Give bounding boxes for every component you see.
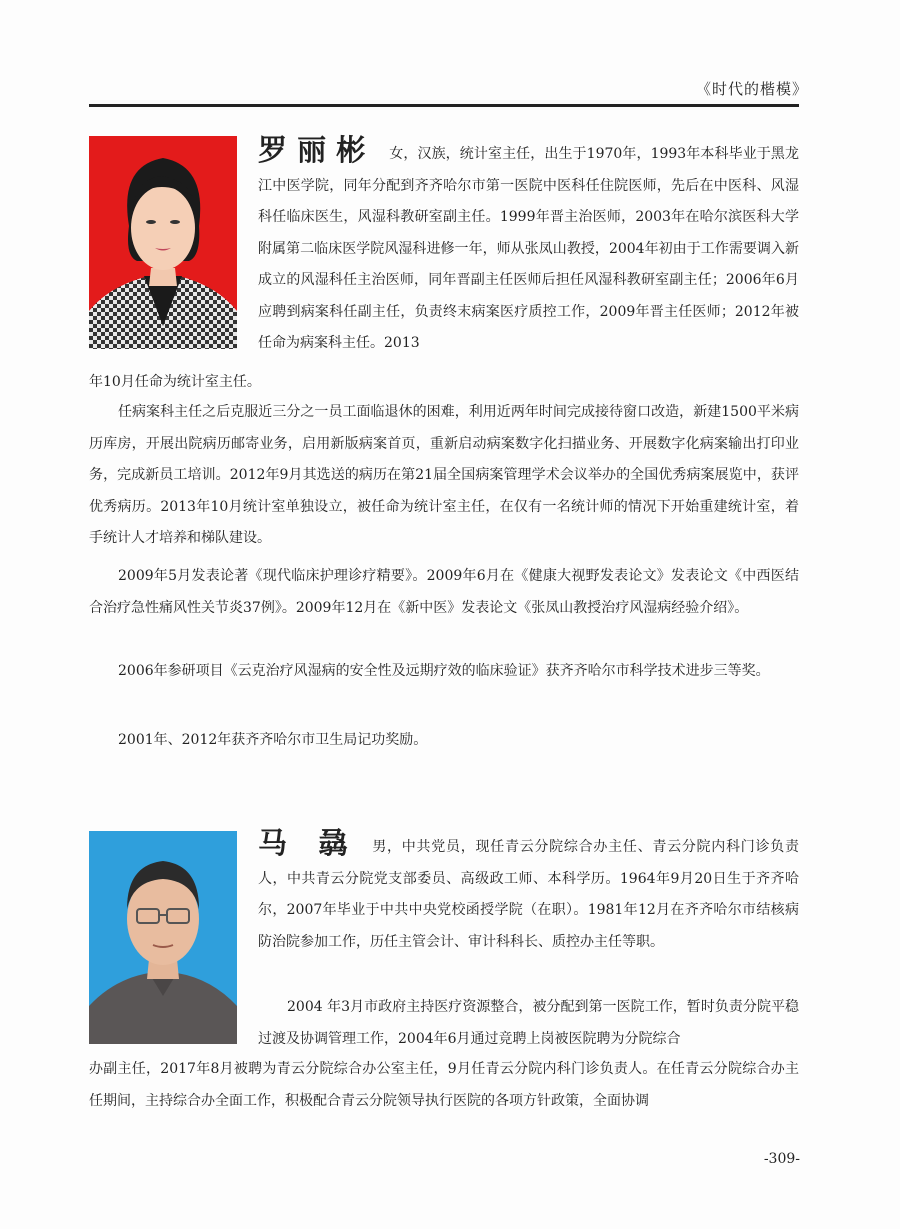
bio1-paragraph-2: 2009年5月发表论著《现代临床护理诊疗精要》。2009年6月在《健康大视野发表论文》发表论文《中西医结合治疗急性痛风性关节炎37例》。2009年12月在《新中医》发表论文《张凤山教授治疗风湿病经验介绍》。 (89, 568, 799, 616)
bio2-intro-text: 男，中共党员，现任青云分院综合办主任、青云分院内科门诊负责人，中共青云分院党支部委员、高级政工师、本科学历。1964年9月20日生于齐齐哈尔，2007年毕业于中共中央党校函授学院（在职）。1981年12月在齐齐哈尔市结核病防治院参加工作，历任主管会计、审计科科长、质控办主任等职。 (258, 839, 799, 950)
bio2-intro (258, 828, 799, 958)
book-title-header: 《时代的楷模》 (695, 80, 808, 98)
page-number: -309- (763, 1151, 800, 1167)
portrait-figure-2 (89, 831, 237, 1044)
portrait-photo-luo-libin (89, 136, 237, 349)
header-rule (89, 104, 799, 107)
bio1-intro (258, 135, 799, 360)
bio1-paragraph-3: 2006年参研项目《云克治疗风湿病的安全性及远期疗效的临床验证》获齐齐哈尔市科学技术进步三等奖。 (118, 663, 770, 679)
bio1-paragraph-4: 2001年、2012年获齐齐哈尔市卫生局记功奖励。 (118, 732, 428, 748)
bio1-intro-tail: 年10月任命为统计室主任。 (89, 374, 261, 390)
bio2-paragraph-1-tail: 办副主任，2017年8月被聘为青云分院综合办公室主任，9月任青云分院内科门诊负责人。在任青云分院综合办主任期间，主持综合办全面工作，积极配合青云分院领导执行医院的各项方针政策，全面协调 (89, 1061, 799, 1109)
bio1-intro-text: 女，汉族，统计室主任，出生于1970年，1993年本科毕业于黑龙江中医学院，同年分配到齐齐哈尔市第一医院中医科任住院医师，先后在中医科、风湿科任临床医生，风湿科教研室副主任。1999年晋主治医师，2003年在哈尔滨医科大学附属第二临床医学院风湿科进修一年，师从张凤山教授，2004年初由于工作需要调入新成立的风湿科任主治医师，同年晋副主任医师后担任风湿科教研室副主任；2006年6月应聘到病案科任副主任，负责终末病案医疗质控工作，2009年晋主任医师；2012年被任命为病案科主任。2013 (258, 146, 799, 351)
bio2-name: 马 骉 (258, 826, 359, 860)
bio1-name: 罗丽彬 (258, 133, 376, 167)
portrait-photo-ma-biao (89, 831, 237, 1044)
portrait-figure-1 (89, 136, 237, 349)
bio1-paragraph-1: 任病案科主任之后克服近三分之一员工面临退休的困难，利用近两年时间完成接待窗口改造，新建1500平米病历库房，开展出院病历邮寄业务，启用新版病案首页，重新启动病案数字化扫描业务、开展数字化病案输出打印业务，完成新员工培训。2012年9月其选送的病历在第21届全国病案管理学术会议举办的全国优秀病案展览中，获评优秀病历。2013年10月统计室单独设立，被任命为统计室主任，在仅有一名统计师的情况下开始重建统计室，着手统计人才培养和梯队建设。 (89, 404, 799, 546)
bio2-paragraph-1-head: 2004 年3月市政府主持医疗资源整合，被分配到第一医院工作，暂时负责分院平稳过渡及协调管理工作，2004年6月通过竞聘上岗被医院聘为分院综合 (258, 999, 799, 1047)
